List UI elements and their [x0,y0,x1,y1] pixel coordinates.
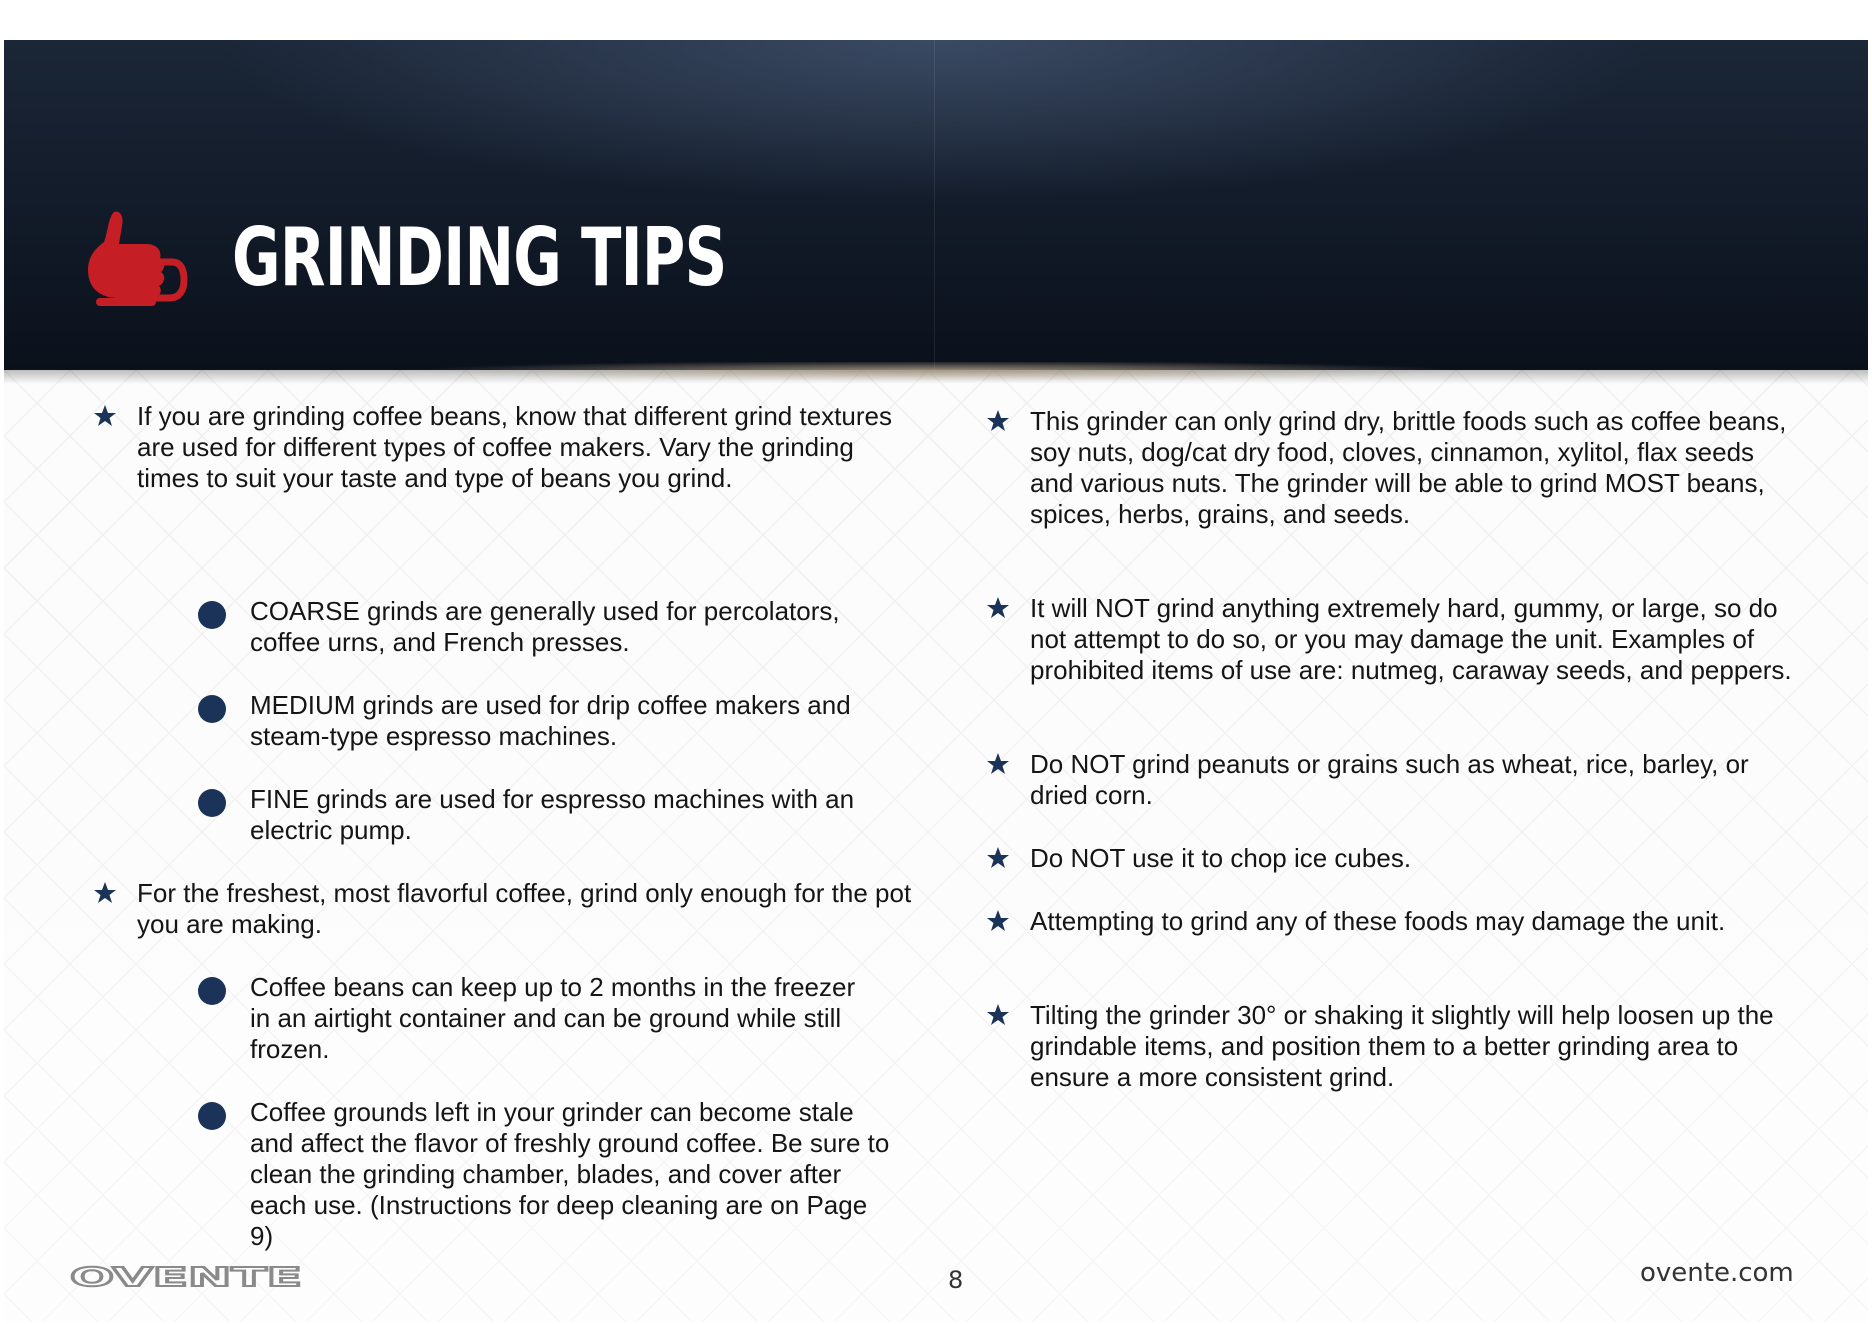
star-bullet-icon [986,752,1010,776]
list-item [1030,749,1750,811]
star-bullet-icon [93,881,117,905]
list-item [1030,906,1770,937]
dot-bullet-icon [198,789,226,817]
subtip-text: COARSE grinds are generally used for percolators, coffee urns, and French presses. [250,596,840,657]
tip-text: If you are grinding coffee beans, know that different grind textures are used for different types of coffee makers. Vary the grinding times to suit your taste and type of beans you grind. [137,401,892,493]
header-seam [934,40,935,370]
star-bullet-icon [986,596,1010,620]
list-item [250,596,890,658]
subtip-text: MEDIUM grinds are used for drip coffee makers and steam-type espresso machines. [250,690,851,751]
tip-text: Tilting the grinder 30° or shaking it slightly will help loosen up the grindable items, and position them to a better grinding area to ensure a more consistent grind. [1030,1000,1774,1092]
dot-bullet-icon [198,695,226,723]
footer-brand: OVENTE [70,1264,302,1290]
star-bullet-icon [986,846,1010,870]
subtip-text: Coffee beans can keep up to 2 months in the freezer in an airtight container and can be ground while still frozen. [250,972,856,1064]
manual-page [4,40,1868,1322]
page-title: GRINDING TIPS [232,211,727,304]
list-item [1030,593,1810,686]
dot-bullet-icon [198,601,226,629]
list-item [1030,843,1750,874]
list-item [250,1097,890,1252]
tip-text: Attempting to grind any of these foods may damage the unit. [1030,906,1726,936]
dot-bullet-icon [198,977,226,1005]
tip-text: For the freshest, most flavorful coffee, grind only enough for the pot you are making. [137,878,912,939]
subtip-text: FINE grinds are used for espresso machines with an electric pump. [250,784,855,845]
dot-bullet-icon [198,1102,226,1130]
thumbs-up-icon [86,206,190,316]
list-item [137,401,917,494]
page-number: 8 [948,1266,964,1294]
tip-text: Do NOT grind peanuts or grains such as wheat, rice, barley, or dried corn. [1030,749,1749,810]
list-item [1030,406,1790,530]
star-bullet-icon [986,909,1010,933]
tip-text: It will NOT grind anything extremely hard, gummy, or large, so do not attempt to do so, or you may damage the unit. Examples of prohibited items of use are: nutmeg, caraway seeds, and peppers. [1030,593,1792,685]
list-item [137,878,917,940]
star-bullet-icon [93,404,117,428]
list-item [250,784,870,846]
star-bullet-icon [986,409,1010,433]
ovente-logo [70,1264,314,1290]
website-url: ovente.com [1640,1258,1794,1288]
list-item [250,690,910,752]
tip-text: Do NOT use it to chop ice cubes. [1030,843,1412,873]
tip-text: This grinder can only grind dry, brittle foods such as coffee beans, soy nuts, dog/cat dry food, cloves, cinnamon, xylitol, flax seeds and various nuts. The grinder will be able to grind MOST beans, spices, herbs, grains, and seeds. [1030,406,1787,529]
subtip-text: Coffee grounds left in your grinder can become stale and affect the flavor of freshly ground coffee. Be sure to clean the grinding chamber, blades, and cover after each use. (Instructions for deep cleaning are on Page 9) [250,1097,890,1251]
header-shadow [4,370,1868,384]
list-item [250,972,880,1065]
star-bullet-icon [986,1003,1010,1027]
page-header [4,40,1868,370]
list-item [1030,1000,1790,1093]
